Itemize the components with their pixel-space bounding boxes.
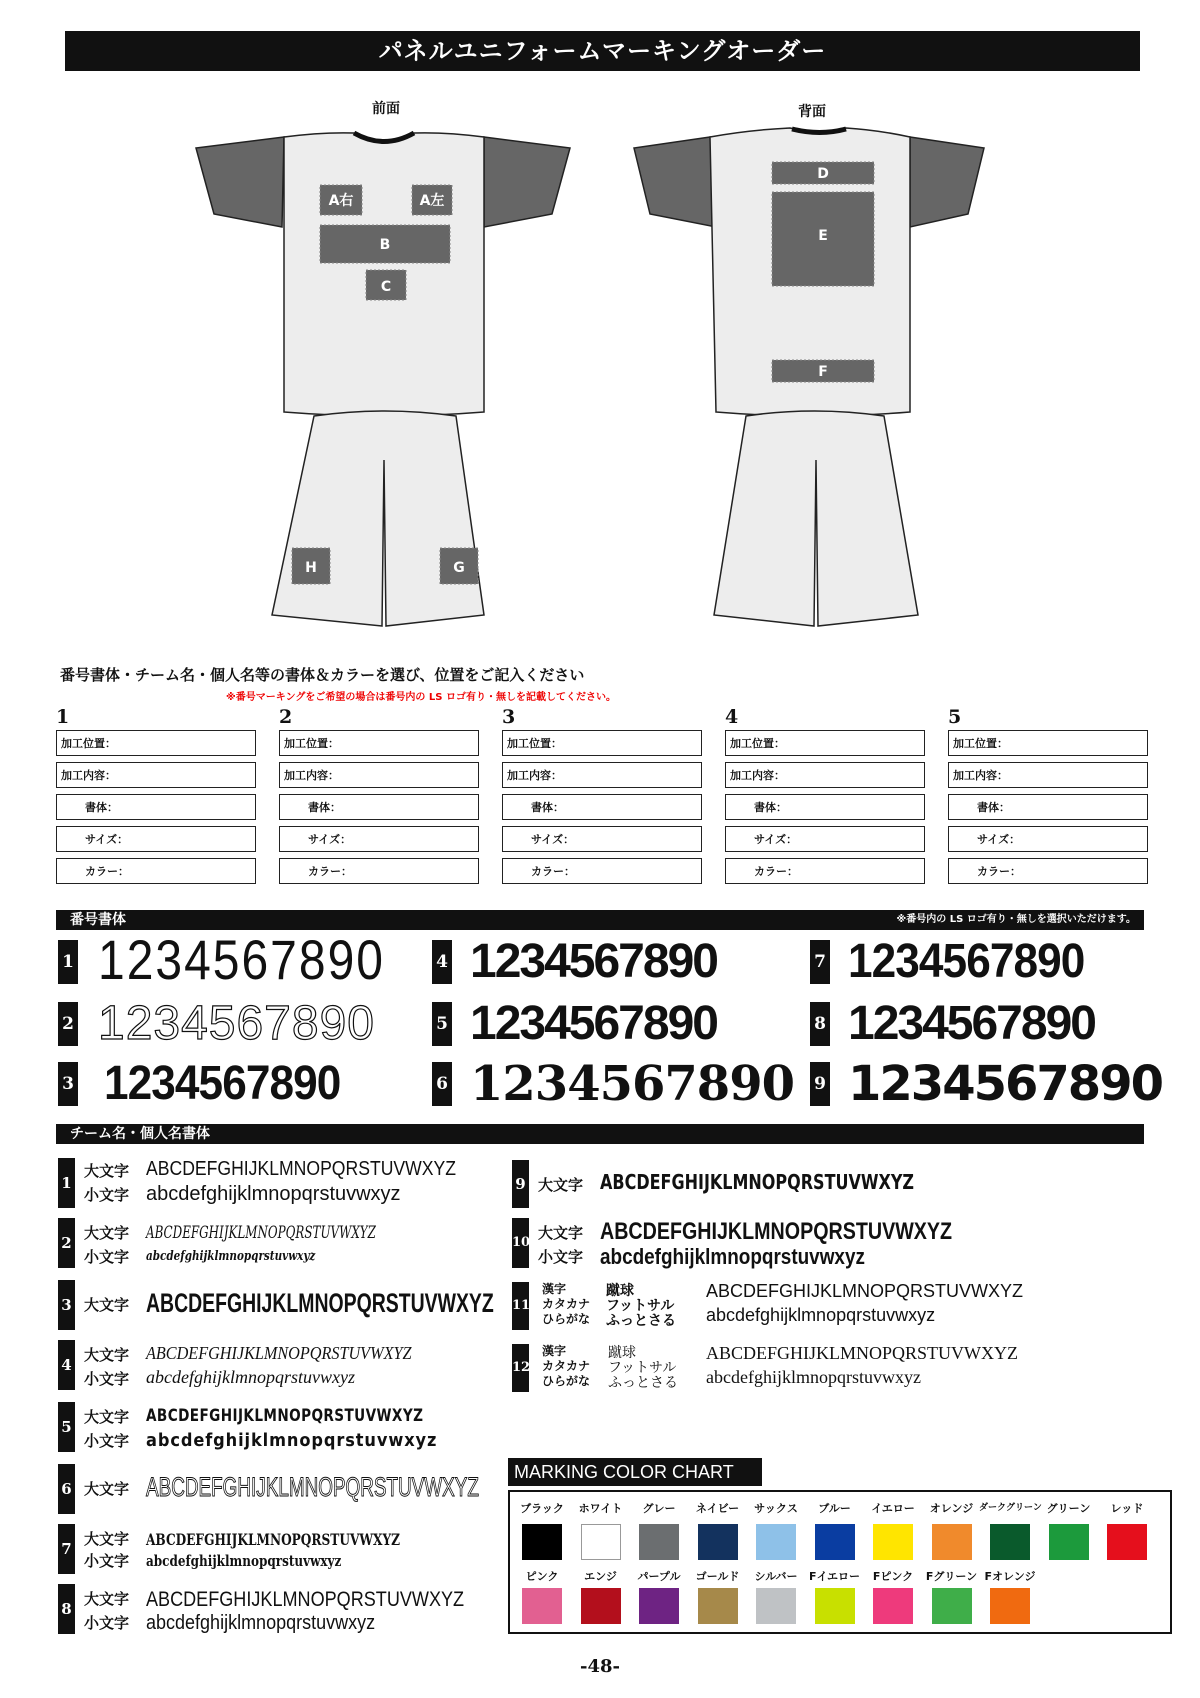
team-font-tag: 12 xyxy=(512,1344,529,1392)
team-font-tag: 5 xyxy=(58,1402,75,1452)
font-field[interactable]: 書体： xyxy=(725,794,925,820)
upper-sample: ABCDEFGHIJKLMNOPQRSTUVWXYZ xyxy=(146,1406,424,1426)
color-field[interactable]: カラー： xyxy=(725,858,925,884)
kanji-label: 漢字 xyxy=(542,1282,567,1296)
number-font-sample: 1234567890 xyxy=(98,997,375,1050)
upper-label: 大文字 xyxy=(84,1408,130,1426)
lower-sample: abcdefghijklmnopqrstuvwxyz xyxy=(706,1305,936,1325)
column-number: 4 xyxy=(725,706,739,728)
team-font-tag: 1 xyxy=(58,1158,75,1208)
zone-f-label: F xyxy=(818,364,828,380)
lower-sample: abcdefghijklmnopqrstuvwxyz xyxy=(146,1249,316,1264)
number-font-sample: 1234567890 xyxy=(470,997,717,1050)
color-name: Fグリーン xyxy=(925,1570,978,1583)
upper-sample: ABCDEFGHIJKLMNOPQRSTUVWXYZ xyxy=(600,1170,915,1194)
order-column xyxy=(725,706,925,890)
instructions-note: ※番号マーキングをご希望の場合は番号内の LS ロゴ有り・無しを記載してください。 xyxy=(226,692,616,703)
team-font-tag: 7 xyxy=(58,1524,75,1574)
color-swatch[interactable] xyxy=(1049,1524,1089,1560)
upper-sample: ABCDEFGHIJKLMNOPQRSTUVWXYZ xyxy=(146,1288,494,1318)
color-swatch[interactable] xyxy=(639,1524,679,1560)
size-field[interactable]: サイズ： xyxy=(948,826,1148,852)
number-fonts-header xyxy=(56,910,1144,930)
lower-label: 小文字 xyxy=(84,1614,130,1632)
number-font-tag: 2 xyxy=(58,1002,78,1046)
color-swatch[interactable] xyxy=(756,1588,796,1624)
team-font-tag: 11 xyxy=(512,1282,529,1330)
lower-sample: abcdefghijklmnopqrstuvwxyz xyxy=(146,1612,376,1634)
color-name: パープル xyxy=(637,1570,681,1583)
column-number: 3 xyxy=(502,706,516,728)
katakana-label: カタカナ xyxy=(542,1359,591,1373)
upper-sample: ABCDEFGHIJKLMNOPQRSTUVWXYZ xyxy=(146,1158,456,1180)
content-field[interactable]: 加工内容： xyxy=(948,762,1148,788)
upper-sample: ABCDEFGHIJKLMNOPQRSTUVWXYZ xyxy=(600,1218,953,1245)
upper-label: 大文字 xyxy=(84,1590,130,1608)
color-name: イエロー xyxy=(871,1502,915,1515)
lower-sample: abcdefghijklmnopqrstuvwxyz xyxy=(706,1367,921,1387)
color-name: ピンク xyxy=(525,1570,559,1583)
color-swatch[interactable] xyxy=(873,1588,913,1624)
content-field[interactable]: 加工内容： xyxy=(279,762,479,788)
lower-sample: abcdefghijklmnopqrstuvwxyz xyxy=(146,1552,342,1570)
color-swatch[interactable] xyxy=(581,1524,621,1560)
color-name: ゴールド xyxy=(695,1570,740,1583)
lower-label: 小文字 xyxy=(84,1186,130,1204)
color-swatch[interactable] xyxy=(990,1588,1030,1624)
color-name: オレンジ xyxy=(929,1502,974,1515)
upper-label: 大文字 xyxy=(84,1480,130,1498)
color-swatch[interactable] xyxy=(581,1588,621,1624)
back-view-label: 背面 xyxy=(798,104,826,120)
size-field[interactable]: サイズ： xyxy=(56,826,256,852)
font-field[interactable]: 書体： xyxy=(279,794,479,820)
font-field[interactable]: 書体： xyxy=(56,794,256,820)
upper-label: 大文字 xyxy=(84,1296,130,1314)
team-font-tag: 8 xyxy=(58,1584,75,1634)
kanji-sample: 蹴球 xyxy=(608,1345,636,1361)
font-field[interactable]: 書体： xyxy=(948,794,1148,820)
size-field[interactable]: サイズ： xyxy=(725,826,925,852)
color-field[interactable]: カラー： xyxy=(948,858,1148,884)
team-font-tag: 6 xyxy=(58,1464,75,1514)
color-name: Fピンク xyxy=(872,1570,914,1583)
column-number: 2 xyxy=(279,706,293,728)
upper-sample: ABCDEFGHIJKLMNOPQRSTUVWXYZ xyxy=(146,1343,412,1363)
color-name: Fイエロー xyxy=(808,1570,861,1583)
front-view-label: 前面 xyxy=(372,101,400,117)
color-name: エンジ xyxy=(584,1570,617,1583)
number-font-sample: 1234567890 xyxy=(848,997,1095,1050)
lower-label: 小文字 xyxy=(84,1248,130,1266)
hiragana-sample: ふっとさる xyxy=(606,1313,676,1329)
number-font-sample: 1234567890 xyxy=(848,935,1085,988)
zone-b-label: B xyxy=(379,237,391,253)
katakana-sample: フットサル xyxy=(608,1360,677,1376)
team-font-tag: 2 xyxy=(58,1218,75,1268)
hiragana-label: ひらがな xyxy=(542,1374,591,1388)
number-font-tag: 4 xyxy=(432,940,452,984)
hiragana-label: ひらがな xyxy=(542,1312,591,1326)
zone-d-label: D xyxy=(817,166,829,182)
team-fonts-header xyxy=(56,1124,1144,1144)
number-font-sample: 1234567890 xyxy=(470,1056,794,1112)
upper-sample: ABCDEFGHIJKLMNOPQRSTUVWXYZ xyxy=(146,1588,465,1611)
content-field[interactable]: 加工内容： xyxy=(725,762,925,788)
position-field[interactable]: 加工位置： xyxy=(279,730,479,756)
color-field[interactable]: カラー： xyxy=(502,858,702,884)
upper-label: 大文字 xyxy=(84,1224,130,1242)
color-name: レッド xyxy=(1110,1502,1144,1515)
color-field[interactable]: カラー： xyxy=(279,858,479,884)
color-name: ダークグリーン xyxy=(979,1503,1042,1513)
number-font-tag: 6 xyxy=(432,1062,452,1106)
color-swatch[interactable] xyxy=(522,1588,562,1624)
number-font-tag: 1 xyxy=(58,940,78,984)
zone-g-label: G xyxy=(453,560,465,576)
zone-c-label: C xyxy=(380,279,392,295)
number-font-sample: 1234567890 xyxy=(470,935,717,988)
color-chart xyxy=(508,1490,1172,1634)
color-name: シルバー xyxy=(754,1570,798,1583)
content-field[interactable]: 加工内容： xyxy=(56,762,256,788)
zone-a-left-label: A左 xyxy=(419,193,445,209)
size-field[interactable]: サイズ： xyxy=(502,826,702,852)
color-name: サックス xyxy=(754,1502,798,1515)
color-swatch[interactable] xyxy=(1107,1524,1147,1560)
upper-sample: ABCDEFGHIJKLMNOPQRSTUVWXYZ xyxy=(146,1530,401,1549)
order-column xyxy=(279,706,479,890)
position-field[interactable]: 加工位置： xyxy=(56,730,256,756)
number-font-tag: 7 xyxy=(810,940,830,984)
page-number: -48- xyxy=(580,1656,620,1677)
color-swatch[interactable] xyxy=(522,1524,562,1560)
upper-sample: ABCDEFGHIJKLMNOPQRSTUVWXYZ xyxy=(146,1223,376,1243)
katakana-sample: フットサル xyxy=(606,1298,675,1314)
uniform-diagram xyxy=(0,0,1200,660)
number-font-tag: 5 xyxy=(432,1002,452,1046)
color-name: グレー xyxy=(642,1502,676,1515)
page-title: パネルユニフォームマーキングオーダー xyxy=(65,31,1140,71)
team-font-tag: 10 xyxy=(512,1218,529,1268)
upper-label: 大文字 xyxy=(84,1162,130,1180)
order-column xyxy=(56,706,256,890)
color-swatch[interactable] xyxy=(639,1588,679,1624)
lower-sample: abcdefghijklmnopqrstuvwxyz xyxy=(146,1367,355,1387)
color-name: ホワイト xyxy=(578,1502,623,1515)
instructions: 番号書体・チーム名・個人名等の書体＆カラーを選び、位置をご記入ください xyxy=(60,666,585,684)
color-field[interactable]: カラー： xyxy=(56,858,256,884)
number-font-sample: 1234567890 xyxy=(848,1056,1162,1112)
number-font-tag: 8 xyxy=(810,1002,830,1046)
number-font-sample: 1234567890 xyxy=(104,1057,341,1110)
color-swatch[interactable] xyxy=(698,1588,738,1624)
number-font-tag: 9 xyxy=(810,1062,830,1106)
position-field[interactable]: 加工位置： xyxy=(502,730,702,756)
team-font-tag: 4 xyxy=(58,1340,75,1390)
lower-label: 小文字 xyxy=(84,1370,130,1388)
color-swatch[interactable] xyxy=(815,1588,855,1624)
order-column xyxy=(502,706,702,890)
color-swatch[interactable] xyxy=(873,1524,913,1560)
content-field[interactable]: 加工内容： xyxy=(502,762,702,788)
color-swatch[interactable] xyxy=(698,1524,738,1560)
column-number: 5 xyxy=(948,706,962,728)
team-font-tag: 3 xyxy=(58,1280,75,1330)
upper-label: 大文字 xyxy=(84,1530,130,1548)
team-fonts-title: チーム名・個人名書体 xyxy=(70,1126,210,1142)
color-name: ブルー xyxy=(818,1502,851,1515)
team-font-tag: 9 xyxy=(512,1160,529,1208)
upper-sample: ABCDEFGHIJKLMNOPQRSTUVWXYZ xyxy=(146,1472,479,1502)
katakana-label: カタカナ xyxy=(542,1297,591,1311)
upper-label: 大文字 xyxy=(538,1224,584,1242)
number-font-sample: 1234567890 xyxy=(98,930,385,992)
color-name: ネイビー xyxy=(695,1502,740,1515)
kanji-label: 漢字 xyxy=(542,1344,567,1358)
order-column xyxy=(948,706,1148,890)
lower-sample: abcdefghijklmnopqrstuvwxyz xyxy=(600,1244,865,1269)
lower-label: 小文字 xyxy=(84,1432,130,1450)
color-name: グリーン xyxy=(1046,1502,1091,1515)
color-swatch[interactable] xyxy=(756,1524,796,1560)
color-swatch[interactable] xyxy=(815,1524,855,1560)
hiragana-sample: ふっとさる xyxy=(608,1375,678,1391)
zone-a-right-label: A右 xyxy=(328,193,354,209)
lower-label: 小文字 xyxy=(84,1552,130,1570)
color-name: ブラック xyxy=(520,1502,564,1515)
kanji-sample: 蹴球 xyxy=(606,1283,634,1299)
font-field[interactable]: 書体： xyxy=(502,794,702,820)
zone-e-label: E xyxy=(818,228,828,244)
number-fonts-note: ※番号内の LS ロゴ有り・無しを選択いただけます。 xyxy=(896,914,1136,925)
lower-label: 小文字 xyxy=(538,1248,584,1266)
upper-label: 大文字 xyxy=(84,1346,130,1364)
upper-sample: ABCDEFGHIJKLMNOPQRSTUVWXYZ xyxy=(706,1281,1024,1301)
color-swatch[interactable] xyxy=(990,1524,1030,1560)
column-number: 1 xyxy=(56,706,70,728)
color-swatch[interactable] xyxy=(932,1588,972,1624)
number-font-tag: 3 xyxy=(58,1062,78,1106)
zone-h-label: H xyxy=(305,560,317,576)
position-field[interactable]: 加工位置： xyxy=(725,730,925,756)
upper-sample: ABCDEFGHIJKLMNOPQRSTUVWXYZ xyxy=(706,1343,1019,1363)
position-field[interactable]: 加工位置： xyxy=(948,730,1148,756)
lower-sample: abcdefghijklmnopqrstuvwxyz xyxy=(146,1183,401,1205)
number-fonts-title: 番号書体 xyxy=(70,912,126,928)
lower-sample: abcdefghijklmnopqrstuvwxyz xyxy=(146,1430,438,1451)
size-field[interactable]: サイズ： xyxy=(279,826,479,852)
upper-label: 大文字 xyxy=(538,1176,584,1194)
color-swatch[interactable] xyxy=(932,1524,972,1560)
color-name: Fオレンジ xyxy=(984,1570,1036,1583)
color-chart-title: MARKING COLOR CHART xyxy=(508,1458,762,1486)
